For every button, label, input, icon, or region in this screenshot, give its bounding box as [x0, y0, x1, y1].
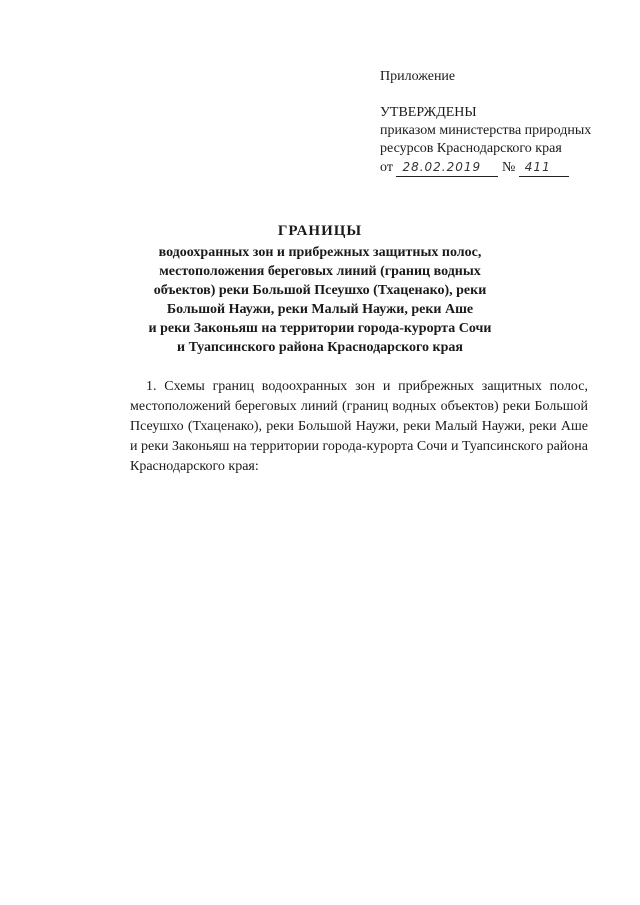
paragraph-1: 1. Схемы границ водоохранных зон и прибрежных защитных полос, местоположений береговых линий (границ водных объектов) реки Большой Псеушхо (Тхаценако), реки Большой Наужи, реки Малый Наужи, реки Аше и реки Законьяш на территории города-курорта Сочи и Туапсинского района Краснодарского края: [130, 379, 588, 474]
number-value: 411 [519, 158, 569, 177]
approved-label: УТВЕРЖДЕНЫ [380, 105, 477, 120]
approval-block [380, 68, 620, 177]
title-line: и Туапсинского района Краснодарского края [177, 340, 463, 355]
document-title [120, 222, 520, 357]
title-line: местоположения береговых линий (границ водных [159, 264, 481, 279]
date-number-line [380, 158, 620, 177]
date-value: 28.02.2019 [396, 158, 498, 177]
title-line: Большой Наужи, реки Малый Наужи, реки Аше [166, 302, 474, 317]
order-line-1: приказом министерства природных [380, 123, 592, 138]
appendix-label: Приложение [380, 69, 456, 84]
title-line: водоохранных зон и прибрежных защитных полос, [158, 245, 482, 260]
document-body [130, 377, 588, 477]
title-line: объектов) реки Большой Псеушхо (Тхаценако), реки [153, 283, 487, 298]
title-line: и реки Законьяш на территории города-курорта Сочи [148, 321, 492, 336]
number-prefix: № [501, 160, 516, 175]
order-line-2: ресурсов Краснодарского края [380, 141, 562, 156]
date-prefix: от [380, 160, 393, 175]
title-main: ГРАНИЦЫ [277, 223, 363, 239]
